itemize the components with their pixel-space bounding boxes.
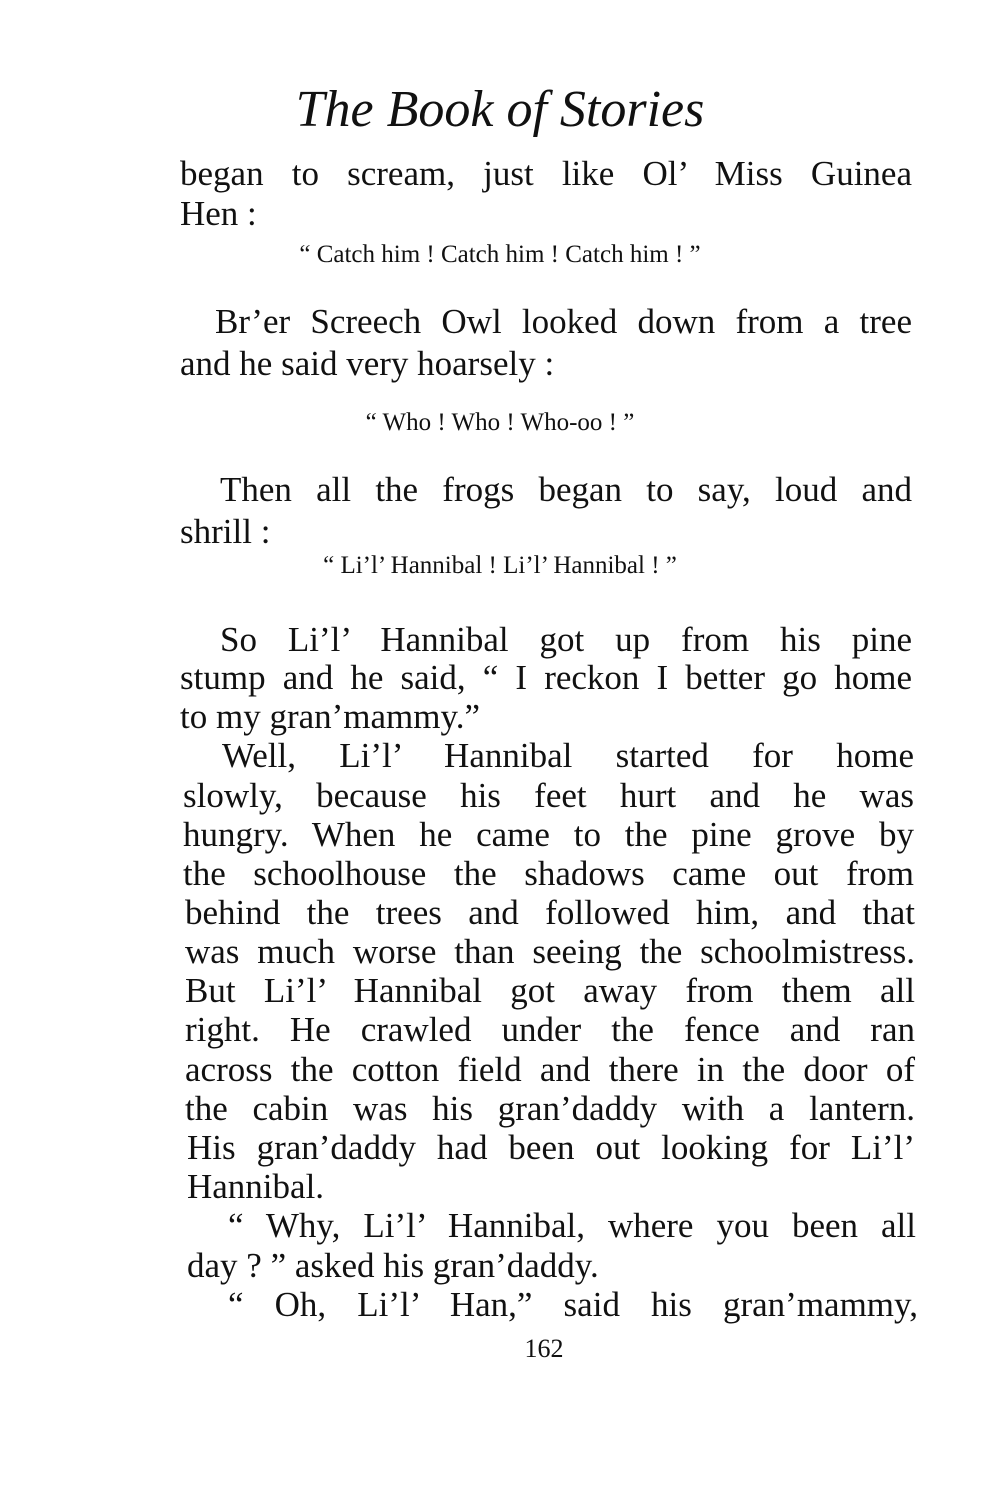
- text-line: began to scream, just like Ol’ Miss Guinea: [180, 154, 912, 193]
- text-line: and he said very hoarsely :: [180, 344, 555, 383]
- text-line: stump and he said, “ I reckon I better go home: [180, 658, 912, 697]
- dialogue-line: “ Li’l’ Hannibal ! Li’l’ Hannibal ! ”: [323, 552, 677, 579]
- text-line: hungry. When he came to the pine grove by: [183, 815, 914, 854]
- text-line: Then all the frogs began to say, loud and: [220, 470, 912, 509]
- running-head: The Book of Stories: [295, 81, 705, 138]
- text-line: His gran’daddy had been out looking for Li’l’: [187, 1128, 915, 1167]
- text-line: behind the trees and followed him, and that: [185, 893, 915, 932]
- dialogue-line: “ Catch him ! Catch him ! Catch him ! ”: [299, 241, 701, 268]
- text-line: was much worse than seeing the schoolmistress.: [185, 932, 915, 971]
- page-number: 162: [524, 1334, 564, 1363]
- text-line: across the cotton field and there in the door of: [185, 1050, 915, 1089]
- dialogue-line: “ Who ! Who ! Who-oo ! ”: [365, 409, 635, 436]
- text-line: Hannibal.: [187, 1167, 325, 1206]
- text-line: So Li’l’ Hannibal got up from his pine: [220, 620, 912, 659]
- text-line: shrill :: [180, 512, 271, 551]
- text-line: “ Why, Li’l’ Hannibal, where you been all: [228, 1206, 916, 1245]
- text-line: to my gran’mammy.”: [180, 697, 481, 736]
- text-line: day ? ” asked his gran’daddy.: [187, 1246, 599, 1285]
- text-line: But Li’l’ Hannibal got away from them all: [185, 971, 915, 1010]
- text-line: Br’er Screech Owl looked down from a tree: [215, 302, 912, 341]
- text-line: Hen :: [180, 194, 257, 233]
- text-line: “ Oh, Li’l’ Han,” said his gran’mammy,: [228, 1285, 918, 1324]
- text-line: the schoolhouse the shadows came out from: [183, 854, 914, 893]
- text-line: right. He crawled under the fence and ran: [185, 1010, 915, 1049]
- text-line: Well, Li’l’ Hannibal started for home: [222, 736, 914, 775]
- text-line: the cabin was his gran’daddy with a lantern.: [185, 1089, 915, 1128]
- text-line: slowly, because his feet hurt and he was: [183, 776, 914, 815]
